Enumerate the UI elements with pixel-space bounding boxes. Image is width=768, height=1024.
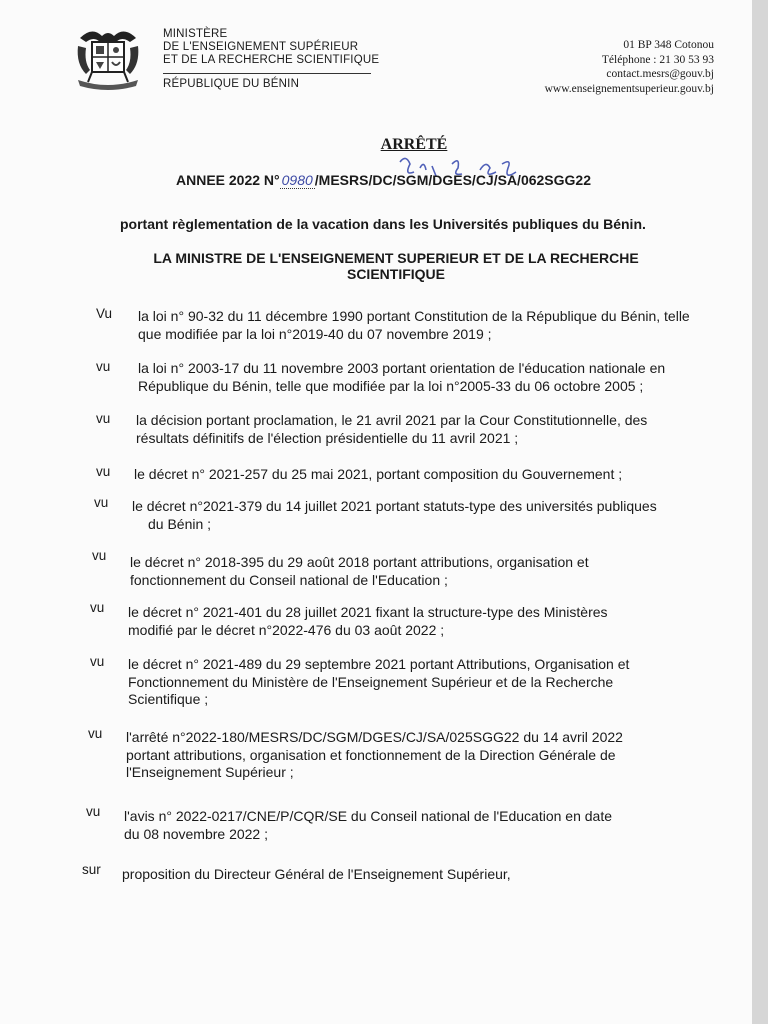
visa-line: République du Bénin, telle que modifiée par la loi n°2005-33 du 06 octobre 2005 ;	[138, 377, 644, 394]
visa-text	[132, 498, 696, 533]
visa-text	[128, 656, 696, 709]
minister-title-line-2: SCIENTIFIQUE	[346, 266, 445, 282]
visa-line: l'avis n° 2022-0217/CNE/P/CQR/SE du Conseil national de l'Education en date	[124, 808, 613, 824]
visa-label: vu	[90, 600, 105, 615]
ministry-header	[163, 28, 379, 91]
visa-text	[126, 729, 696, 782]
ministry-line-2: DE L'ENSEIGNEMENT SUPÉRIEUR	[163, 41, 359, 53]
visa-text	[138, 308, 698, 343]
visa-line: du 08 novembre 2022 ;	[124, 825, 268, 842]
visa-label: Vu	[96, 306, 113, 321]
country-name: RÉPUBLIQUE DU BÉNIN	[163, 78, 300, 90]
contact-phone: Téléphone : 21 30 53 93	[601, 53, 714, 66]
visa-label: vu	[94, 495, 109, 510]
ministry-line-1: MINISTÈRE	[163, 28, 228, 40]
visa-label: vu	[96, 359, 111, 374]
visa-text	[134, 466, 696, 484]
minister-title-line-1: LA MINISTRE DE L'ENSEIGNEMENT SUPERIEUR ET DE LA RECHERCHE	[153, 250, 639, 266]
visa-line: portant attributions, organisation et fonctionnement de la Direction Générale de	[126, 746, 616, 763]
visa-line: résultats définitifs de l'élection présidentielle du 11 avril 2021 ;	[136, 429, 519, 446]
header-divider	[163, 73, 371, 74]
visa-line: la décision portant proclamation, le 21 avril 2021 par la Cour Constitutionnelle, des	[136, 412, 648, 428]
visa-line: le décret n°2021-379 du 14 juillet 2021 portant statuts-type des universités publiques	[132, 498, 657, 514]
visa-line: la loi n° 2003-17 du 11 novembre 2003 portant orientation de l'éducation nationale en	[138, 360, 666, 376]
visa-text	[138, 360, 698, 395]
visa-label: vu	[90, 654, 105, 669]
visa-line: le décret n° 2021-401 du 28 juillet 2021 fixant la structure-type des Ministères	[128, 604, 608, 620]
benin-coat-of-arms-icon	[72, 24, 144, 94]
contact-email: contact.mesrs@gouv.bj	[606, 68, 714, 80]
decree-suffix: /MESRS/DC/SGM/DGES/CJ/SA/062SGG22	[314, 172, 591, 188]
visa-line: du Bénin ;	[148, 515, 212, 532]
visa-line: l'arrêté n°2022-180/MESRS/DC/SGM/DGES/CJ/SA/025SGG22 du 14 avril 2022	[126, 729, 623, 745]
visa-line: Scientifique ;	[128, 691, 209, 707]
visa-line: proposition du Directeur Général de l'Enseignement Supérieur,	[122, 866, 511, 882]
decree-number: 0980	[281, 172, 313, 188]
contact-block	[500, 38, 714, 96]
visa-line: que modifiée par la loi n°2019-40 du 07 novembre 2019 ;	[138, 325, 492, 342]
visa-text	[130, 554, 696, 589]
visa-line: le décret n° 2018-395 du 29 août 2018 portant attributions, organisation et	[130, 554, 589, 570]
contact-website: www.enseignementsuperieur.gouv.bj	[544, 82, 714, 95]
contact-address: 01 BP 348 Cotonou	[623, 39, 714, 51]
visa-label: sur	[82, 862, 101, 877]
visa-label: vu	[86, 804, 101, 819]
visa-label: vu	[88, 726, 103, 741]
ministry-line-3: ET DE LA RECHERCHE SCIENTIFIQUE	[163, 54, 380, 66]
visa-line: Fonctionnement du Ministère de l'Enseignement Supérieur et de la Recherche	[128, 673, 614, 690]
visa-text	[128, 604, 696, 639]
visa-label: vu	[96, 464, 111, 479]
visa-line: le décret n° 2021-257 du 25 mai 2021, portant composition du Gouvernement ;	[134, 466, 623, 482]
decree-number-line	[176, 172, 591, 188]
visa-line: le décret n° 2021-489 du 29 septembre 2021 portant Attributions, Organisation et	[128, 656, 630, 672]
visa-line: modifié par le décret n°2022-476 du 03 août 2022 ;	[128, 621, 445, 638]
visa-line: l'Enseignement Supérieur ;	[126, 764, 294, 780]
minister-title	[136, 250, 656, 282]
decree-subject: portant règlementation de la vacation dans les Universités publiques du Bénin.	[120, 216, 646, 232]
visa-label: vu	[92, 548, 107, 563]
visa-line: fonctionnement du Conseil national de l'Education ;	[130, 571, 448, 588]
visa-text	[136, 412, 698, 447]
decree-prefix: ANNEE 2022 N°	[176, 172, 280, 188]
visa-text	[124, 808, 644, 843]
visa-line: la loi n° 90-32 du 11 décembre 1990 portant Constitution de la République du Bénin, telle	[138, 308, 690, 324]
visa-text	[122, 866, 642, 884]
visa-label: vu	[96, 411, 111, 426]
document-heading: ARRÊTÉ	[380, 136, 448, 153]
